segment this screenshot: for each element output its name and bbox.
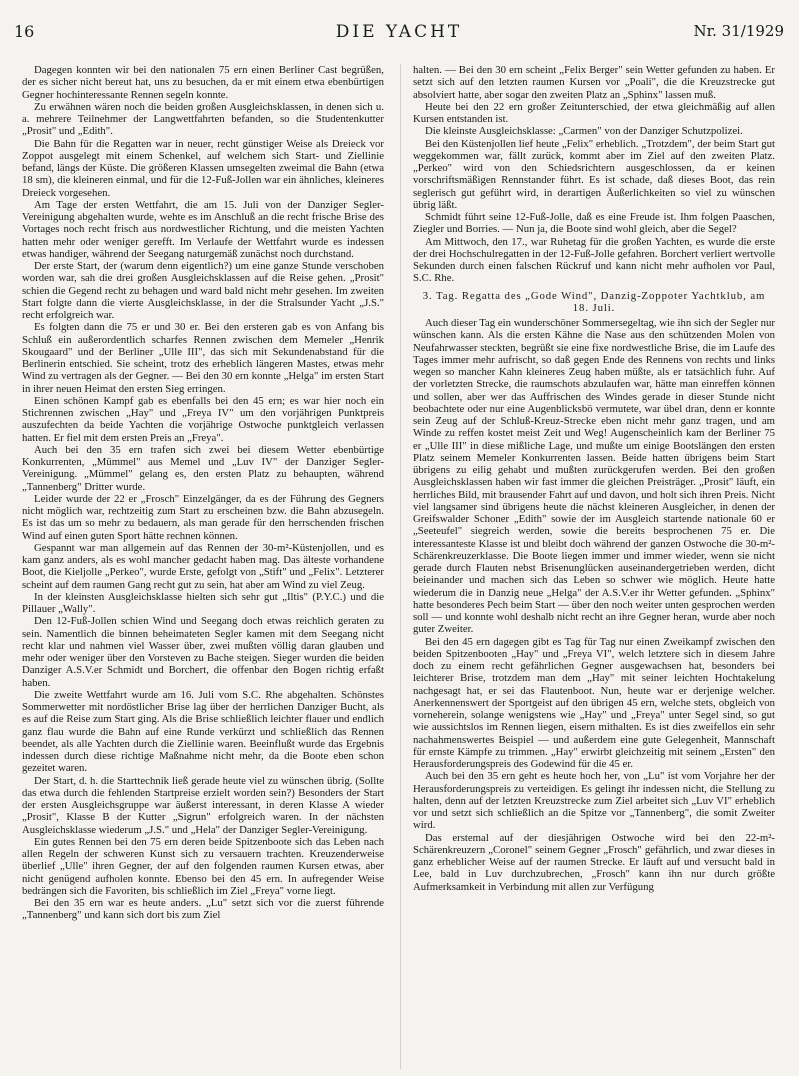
paragraph: Den 12-Fuß-Jollen schien Wind und Seegang doch etwas reichlich geraten zu sein. Namentlich die binnen beheimateten Segler kamen mit dem Seegang nicht recht klar und nahmen viel Wasser über, zwei mußten völlig daran glauben und mehr oder weniger über den Vorsteven zu Bache steigen. Sieger wurden die beiden Danziger A.S.V.er Schmidt und Borchert, die offenbar den Bogen richtig erfaßt haben. xyxy=(22,615,384,689)
paragraph: halten. — Bei den 30 ern scheint „Felix Berger" sein Wetter gefunden zu haben. Er setzt sich auf den letzten raumen Kursen vor „Poali", die die Kreuzstrecke gut absolviert hatte, aber sogar den zweiten Platz an „Sphinx" lassen muß. xyxy=(413,64,775,101)
paragraph: Der Start, d. h. die Starttechnik ließ gerade heute viel zu wünschen übrig. (Sollte das etwa durch die fehlenden Startpreise erzielt worden sein?) Besonders der Start der ersten Ausgleichsgruppe war äußerst interessant, in deren Klasse A wieder „Prosit", Klasse B der Kutter „Sigrun" erfolgreich waren. In der nächsten Ausgleichsklasse wiederum „J.S." und „Hela" der Danziger Segler-Vereinigung. xyxy=(22,774,384,836)
paragraph: Heute bei den 22 ern großer Zeitunterschied, der etwa gleichmäßig auf allen Kursen entstanden ist. xyxy=(413,100,775,125)
paragraph: Das erstemal auf der diesjährigen Ostwoche wird bei den 22-m²-Schärenkreuzern „Coronel" seinem Gegner „Frosch" gefährlich, und zwar dieses in ganz erheblicher Weise auf der raumen Strecke. Er läuft auf und versucht bald in Lee, bald in Luv durchzubrechen, „Frosch" kann ihn nur durch größte Aufmerksamkeit in Verbindung mit allen zur Verfügung xyxy=(413,831,775,893)
paragraph: Dagegen konnten wir bei den nationalen 75 ern einen Berliner Cast begrüßen, der es sicher nicht bereut hat, uns zu besuchen, da er mit einem etwa ebenbürtigen Gegner hochinteressante Rennen segeln konnte. xyxy=(22,64,384,101)
paragraph: Bei den Küstenjollen lief heute „Felix" erheblich. „Trotzdem", der beim Start gut weggekommen war, fällt zurück, kommt aber im Ziel auf den zweiten Platz. „Perkeo" wird von den Schiedsrichtern ausgeschlossen, da er keinen vorschriftsmäßigen Rennstander führt. Es ist schade, daß dieses Boot, das rein seglerisch gut geführt wird, in derartigen Äußerlichkeiten so viel zu wünschen übrig läßt. xyxy=(413,137,775,211)
paragraph: Schmidt führt seine 12-Fuß-Jolle, daß es eine Freude ist. Ihm folgen Paaschen, Ziegler und Borries. — Nun ja, die Boote sind wohl gleich, aber die Segel? xyxy=(413,211,775,236)
paragraph: Die kleinste Ausgleichsklasse: „Carmen" von der Danziger Schutzpolizei. xyxy=(425,125,743,138)
paragraph: Der erste Start, der (warum denn eigentlich?) um eine ganze Stunde verschoben worden war, sah die drei großen Ausgleichsklassen auf die Reise gehen. „Prosit" schien die Gegend recht zu behagen und ward bald nicht mehr gesehen. Im zweiten Start folgte dann die vierte Ausgleichsklasse, in der die Stralsunder Yacht „J.S." recht erfolgreich war. xyxy=(22,260,384,321)
paragraph: In der kleinsten Ausgleichsklasse hielten sich sehr gut „Iltis" (P.Y.C.) und die Pillauer „Wally". xyxy=(22,590,384,615)
paragraph: Auch bei den 35 ern trafen sich zwei bei diesem Wetter ebenbürtige Konkurrenten, „Mümmel" aus Memel und „Luv IV" der Danziger Segler-Vereinigung. „Mümmel" gelang es, den ersten Platz zu behaupten, während „Tannenberg" Dritter wurde. xyxy=(22,443,384,493)
paragraph: Einen schönen Kampf gab es ebenfalls bei den 45 ern; es war hier noch ein Stichrennen zwischen „Hay" und „Freya IV" um den vorjährigen Punktpreis auszufechten da beide Yachten die vorjährige Ostwoche punktgleich verlassen hatten. Er fiel mit dem ersten Preis an „Freya". xyxy=(22,394,384,444)
issue-number: Nr. 31/1929 xyxy=(693,22,784,40)
paragraph: Ein gutes Rennen bei den 75 ern deren beide Spitzenboote sich das Leben nach allen Regeln der schweren Kunst sich zu versauern trachten. Kreuzenderweise überlief „Ulle" ihren Gegner, der auf den folgenden raumen Kursen etwas, aber nicht genügend aufholen konnte. Ebenso bei den 45 ern. In aufregender Weise bedrängen sich die Favoriten, bis schließlich im Ziel „Freya" vorne liegt. xyxy=(22,835,384,897)
paragraph: Die Bahn für die Regatten war in neuer, recht günstiger Weise als Dreieck vor Zoppot ausgelegt mit einem Schenkel, auf welchem sich Start- und Ziellinie befand, längs der Küste. Die größeren Klassen umsegelten zweimal die Bahn (etwa 18 sm), die kleineren einmal, und für die 12-Fuß-Jollen war ein ähnliches, kleineres Dreieck vorgesehen. xyxy=(22,137,384,199)
paragraph: Gespannt war man allgemein auf das Rennen der 30-m²-Küstenjollen, und es kam ganz anders, als es wohl mancher gedacht haben mag. Das älteste vorhandene Boot, die Kieljolle „Perkeo", wurde Erste, gefolgt von „Stift" und „Felix". Letzterer scheint auf dem raumen Gang recht gut zu sein, hat aber am Wind zu viel Zeug. xyxy=(22,541,384,591)
paragraph: Auch bei den 35 ern geht es heute hoch her, von „Lu" ist vom Vorjahre her der Herausforderungspreis zu verteidigen. Es gelingt ihr indessen nicht, die Stellung zu halten, denn auf der letzten Kreuzstrecke zum Ziel arbeitet sich „Luv VI" erheblich vor und setzt sich schließlich an die Spitze vor „Tannenberg", die somit Zweiter wird. xyxy=(413,770,775,832)
column-divider xyxy=(400,64,401,1069)
paragraph: Die zweite Wettfahrt wurde am 16. Juli vom S.C. Rhe abgehalten. Schönstes Sommerwetter mit nordöstlicher Brise lag über der herrlichen Danziger Bucht, als es auf die Reise zum Start ging. Als die Brise schließlich leichter flauer und endlich ganz flau wurde die Bahn auf eine Runde verkürzt und schließlich das Rennen beendet, als alle Yachten durch die Ziellinie waren. Beeinflußt wurde das Ergebnis indessen durch diese richtige Maßnahme nicht mehr, da die Boote eben schon gezeitet waren. xyxy=(22,688,384,775)
paragraph: Leider wurde der 22 er „Frosch" Einzelgänger, da es der Führung des Gegners nicht möglich war, rechtzeitig zum Start zu erscheinen bzw. die Bahn abzusegeln. Es ist das um so mehr zu bedauern, als man gerade für den herrschenden frischen Wind auf einen guten Sport hätte rechnen können. xyxy=(22,492,384,542)
paragraph: Am Tage der ersten Wettfahrt, die am 15. Juli von der Danziger Segler-Vereinigung abgehalten wurde, wehte es im Anschluß an die recht frische Brise des Vortages noch recht frisch aus nordwestlicher Richtung, und die meisten Yachten hatten mehr oder weniger gerefft. Im Verlaufe der Wettfahrt wurde es indessen etwas handiger, während der Seegang naturgemäß zunächst noch durchstand. xyxy=(22,198,384,260)
right-column xyxy=(413,64,775,1069)
paragraph: Bei den 35 ern war es heute anders. „Lu" setzt sich vor die zuerst führende „Tannenberg" und kann sich dort bis zum Ziel xyxy=(22,897,384,922)
paragraph: Es folgten dann die 75 er und 30 er. Bei den ersteren gab es von Anfang bis Schluß ein außerordentlich scharfes Rennen zwischen dem Memeler „Henrik Skougaard" und der Berliner „Ulle III", das sich mit Sekundenabstand für die Berlinerin entschied. Sie scheint, trotz des erheblich längeren Mastes, etwas mehr Wind zu vertragen als der Gegner. — Bei den 30 ern konnte „Helga" im ersten Start in ihrer neuen Heimat den ersten Sieg erringen. xyxy=(22,321,384,395)
page-header xyxy=(14,22,784,44)
paragraph: Bei den 45 ern dagegen gibt es Tag für Tag nur einen Zweikampf zwischen den beiden Spitzenbooten „Hay" und „Freya VI", welch letztere sich in diesem Jahre doch zu einem recht gefährlichen Gegner ausgewachsen hat, besonders bei leichterer Brise, trotzdem man dem „Hay" mit seiner leichten Hochtakelung nachgesagt hat, er sei das Flautenboot. Nun, heute war er derjenige welcher. Anerkennenswert der Sportgeist auf den übrigen 45 ern, welche stets, obgleich von vorneherein, solange wenigstens wie „Hay" und „Freya" unter Segel sind, so gut wie aussichtslos im Rennen liegen, eisern mithalten. Es ist dies zweifellos ein sehr nachahmenswertes Beispiel — und außerdem eine gute Gelegenheit, Mannschaft für ernste Kämpfe zu trimmen. „Hay" erwirbt gleichzeitig mit seinem „Ersten" den Herausforderungspreis des Godewind für die 45 er. xyxy=(413,635,775,770)
page-number: 16 xyxy=(14,22,35,41)
section-heading: 3. Tag. Regatta des „Gode Wind", Danzig-Zoppoter Yachtklub, am 18. Juli. xyxy=(422,289,766,314)
paragraph: Zu erwähnen wären noch die beiden großen Ausgleichsklassen, in denen sich u. a. mehrere Teilnehmer der Langwettfahrten befanden, so die Studentenkutter „Prosit" und „Edith". xyxy=(22,100,384,138)
paragraph: Am Mittwoch, den 17., war Ruhetag für die großen Yachten, es wurde die erste der drei Hochschulregatten in der 12-Fuß-Jolle gefahren. Borchert verliert wertvolle Sekunden durch einen falschen Rückruf und kann nicht mehr aufholen vor Paul, S.C. Rhe. xyxy=(413,235,775,285)
paragraph: Auch dieser Tag ein wunderschöner Sommersegeltag, wie ihn sich der Segler nur wünschen kann. Als die ersten Kähne die Nase aus den schützenden Molen von Neufahrwasser steckten, begrüßt sie eine fixe nordwestliche Brise, die im Laufe des Tages immer mehr aufrischt, so daß gegen Ende des Rennens von rechts und links wegen so mancher Kahn kleineres Zeug haben müßte, als er tatsächlich fuhr. Auf der vorletzten Strecke, die raumschots abzulaufen war, hätte man einreffen können und sollen, aber wer das Auffrischen des Windes gerade in dieser Stunde nicht beobachtete oder nur eine Augenblicksbö vermutete, war übel dran, denn er konnte sein Zeug auf der Schluß-Kreuz-Strecke eben nicht mehr ganz tragen, und am Winde zu reffen kostet meist Zeit und Weg! Augenscheinlich kam der Berliner 75 er „Ulle III" in diese mißliche Lage, und mußte um einige Bootslängen den ersten Platz seinem Memeler Konkurrenten lassen. Beide hatten übrigens beim Start übrigens zu eilig gehabt und mußten zurückgerufen werden. Bei den großen Ausgleichsklassen haben wir fast immer die gleichen Preisträger. „Prosit" läuft, ein herrliches Bild, mit brausender Fahrt auf und davon, und holt sich ihren Preis. Nicht viel langsamer sind übrigens heute die nächst kleineren Ausgleicher, in denen der Greifswalder Schoner „Edith" sowie der im Ausgleich startende nationale 60 er „Seeteufel" siegreich werden, sowie die bereits besprochenen 75 er. Die interessanteste Klasse ist und bleibt doch während der ganzen Ostwoche die 30-m²-Schärenkreuzerklasse. Die Boote liegen immer und immer wieder, wenn sie nicht gerade durch Flauten nebst Brisenunglücken auseinandergetrieben werden, dicht beieinander und machen sich das Leben so schwer wie möglich. Heute hatte wiederum die in Danzig neue „Helga" der A.S.V.er ihr Wetter gefunden. „Sphinx" hatte besonderes Pech beim Start — über den noch weiter unten gesprochen werden soll — und konnte wohl deshalb nicht recht an ihre Gegner heran, wurde aber noch guter Zweiter. xyxy=(413,317,775,636)
left-column xyxy=(22,64,384,1069)
running-title: DIE YACHT xyxy=(335,22,463,42)
